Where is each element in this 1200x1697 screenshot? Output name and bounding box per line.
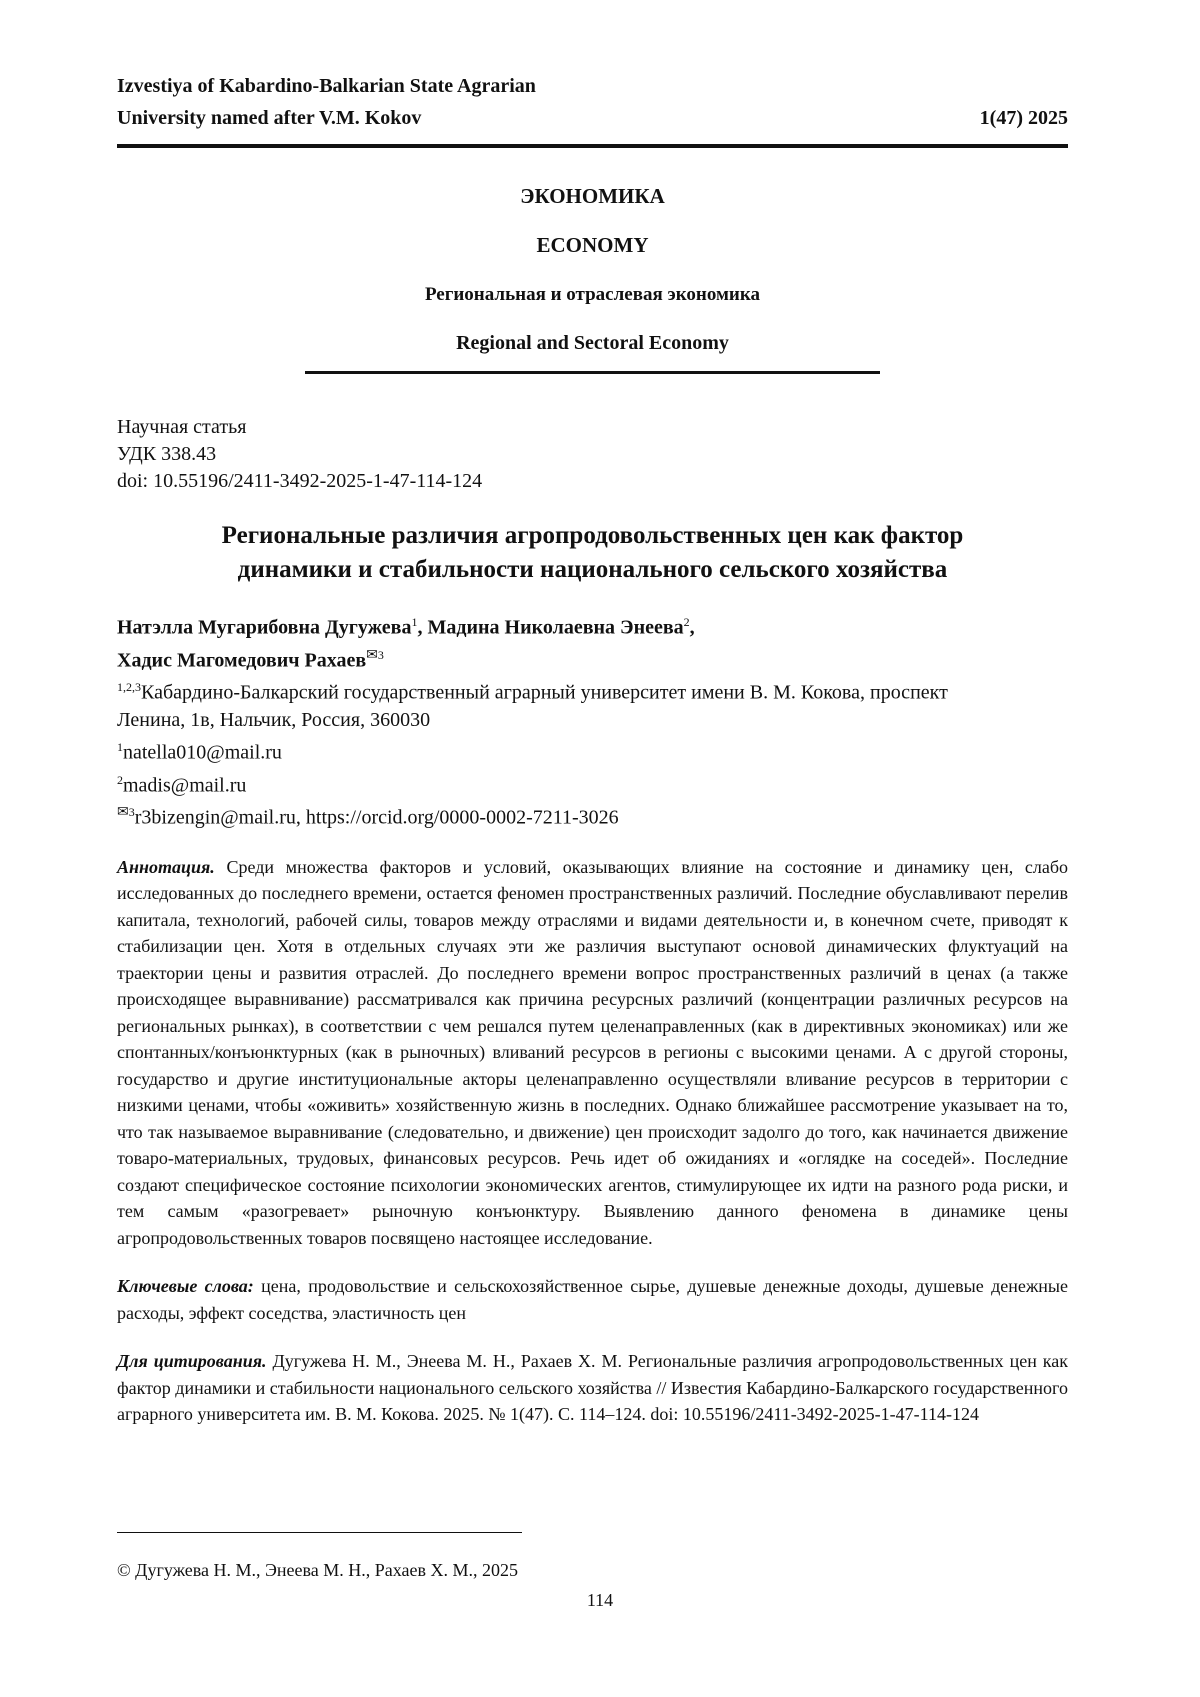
envelope-icon: ✉: [366, 648, 378, 663]
abstract: [117, 854, 1068, 1252]
article-title-line1: Региональные различия агропродовольственных цен как фактор: [117, 519, 1068, 553]
email-2[interactable]: madis@mail.ru: [123, 774, 246, 796]
author-name: Мадина Николаевна Энеева: [427, 617, 683, 639]
section-rule: [305, 371, 880, 374]
section-title-ru: ЭКОНОМИКА: [117, 184, 1068, 209]
article-type: Научная статья: [117, 414, 1068, 441]
udk-code: УДК 338.43: [117, 441, 1068, 468]
article-title-line2: динамики и стабильности национального сельского хозяйства: [117, 553, 1068, 587]
journal-name-line2: University named after V.M. Kokov: [117, 102, 1068, 134]
citation-label: Для цитирования.: [117, 1351, 267, 1371]
author-sup: 2: [684, 615, 690, 629]
running-header: [117, 70, 1068, 134]
header-rule: [117, 144, 1068, 148]
subsection-title-ru: Региональная и отраслевая экономика: [117, 284, 1068, 306]
footnote-rule: [117, 1532, 522, 1533]
keywords: [117, 1273, 1068, 1326]
affiliation-line2: Ленина, 1в, Нальчик, Россия, 360030: [117, 707, 1068, 734]
author-name: Хадис Магомедович Рахаев: [117, 649, 366, 671]
affiliation-block: 1,2,3Кабардино-Балкарский государственный аграрный университет имени В. М. Кокова, проспект Ленина, 1в, Нальчик, Россия, 360030 1natella010@mail.ru 2madis@mail.ru ✉3r3bizengin@mail.ru, https://orcid.org/0000-0002-7211-3026: [117, 674, 1068, 832]
envelope-icon: ✉: [117, 805, 129, 820]
email-3-orcid[interactable]: r3bizengin@mail.ru, https://orcid.org/0000-0002-7211-3026: [135, 807, 619, 829]
section-title-en: ECONOMY: [117, 233, 1068, 258]
citation: [117, 1348, 1068, 1428]
subsection-title-en: Regional and Sectoral Economy: [117, 332, 1068, 355]
article-meta: [117, 414, 1068, 495]
author-list: Натэлла Мугарибовна Дугужева1, Мадина Николаевна Энеева2, Хадис Магомедович Рахаев✉3: [117, 609, 1068, 674]
abstract-text: Среди множества факторов и условий, оказывающих влияние на состояние и динамику цен, слабо исследованных до последнего времени, остается феномен пространственных различий. Последние обуславливают перелив капитала, технологий, рабочей силы, товаров между отраслями и видами деятельности и, в конечном счете, приводят к стабилизации цен. Хотя в отдельных случаях эти же различия выступают основой динамических флуктуаций на траектории цены и развития отраслей. До последнего времени вопрос пространственных различий в ценах (а также происходящее выравнивание) рассматривался как причина ресурсных различий (концентрации различных ресурсов на региональных рынках), в соответствии с чем решался путем целенаправленных (как в директивных экономиках) или же спонтанных/конъюнктурных (как в рыночных) вливаний ресурсов в регионы с высокими ценами. А с другой стороны, государство и другие институциональные акторы целенаправленно осуществляли вливание ресурсов в территории с низкими ценами, чтобы «оживить» хозяйственную жизнь в последних. Однако ближайшее рассмотрение указывает на то, что так называемое выравнивание (следовательно, и движение) цен происходит задолго до того, как начинается движение товаро-материальных, трудовых, финансовых ресурсов. Речь идет об ожиданиях и «оглядке на соседей». Последние создают специфическое состояние психологии экономических агентов, стимулирующее их идти на разного рода риски, и тем самым «разогревает» рыночную конъюнктуру. Выявлению данного феномена в динамике цены агропродовольственных товаров посвящено настоящее исследование.: [117, 857, 1068, 1248]
page-number: 114: [0, 1590, 1200, 1611]
keywords-label: Ключевые слова:: [117, 1276, 254, 1296]
doi: doi: 10.55196/2411-3492-2025-1-47-114-124: [117, 468, 1068, 495]
author-name: Натэлла Мугарибовна Дугужева: [117, 617, 411, 639]
article-title: [117, 519, 1068, 587]
keywords-text: цена, продовольствие и сельскохозяйственное сырье, душевые денежные доходы, душевые денежные расходы, эффект соседства, эластичность цен: [117, 1276, 1068, 1323]
author-sup: 3: [378, 648, 384, 662]
affiliation-sup: 1,2,3: [117, 680, 141, 694]
citation-text: Дугужева Н. М., Энеева М. Н., Рахаев Х. М. Региональные различия агропродовольственных цен как фактор динамики и стабильности национального сельского хозяйства // Известия Кабардино-Балкарского государственного аграрного университета им. В. М. Кокова. 2025. № 1(47). С. 114–124. doi: 10.55196/2411-3492-2025-1-47-114-124: [117, 1351, 1068, 1424]
affiliation-line1: Кабардино-Балкарский государственный аграрный университет имени В. М. Кокова, проспект: [141, 682, 948, 704]
issue-number: 1(47) 2025: [980, 102, 1068, 134]
author-sup: 1: [411, 615, 417, 629]
abstract-label: Аннотация.: [117, 857, 215, 877]
article-page: [117, 70, 1068, 1428]
email-1[interactable]: natella010@mail.ru: [123, 742, 282, 764]
copyright: © Дугужева Н. М., Энеева М. Н., Рахаев Х. М., 2025: [117, 1560, 518, 1581]
journal-name-line1: Izvestiya of Kabardino-Balkarian State Agrarian: [117, 70, 1068, 102]
